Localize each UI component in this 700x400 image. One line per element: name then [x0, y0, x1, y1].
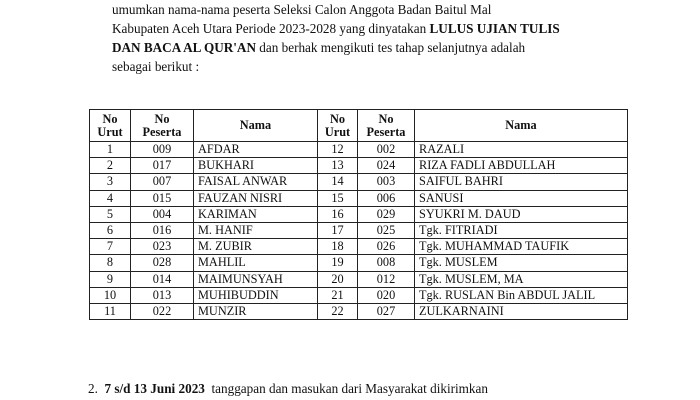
- table-cell-ps2: 006: [358, 190, 415, 206]
- table-cell-ps2: 029: [358, 206, 415, 222]
- table-cell-no1: 11: [90, 303, 131, 319]
- table-cell-ps2: 020: [358, 287, 415, 303]
- intro-line-3: [112, 38, 642, 57]
- table-cell-nm2: Tgk. RUSLAN Bin ABDUL JALIL: [415, 287, 628, 303]
- header-no-peserta-right: No Peserta: [358, 110, 415, 142]
- table-cell-ps2: 024: [358, 158, 415, 174]
- table-cell-nm2: Tgk. FITRIADI: [415, 222, 628, 238]
- table-cell-ps1: 009: [131, 142, 194, 158]
- table-cell-no1: 8: [90, 255, 131, 271]
- table-cell-ps1: 022: [131, 303, 194, 319]
- table-cell-nm2: SYUKRI M. DAUD: [415, 206, 628, 222]
- table-cell-ps1: 017: [131, 158, 194, 174]
- table-cell-ps1: 015: [131, 190, 194, 206]
- table-cell-ps2: 003: [358, 174, 415, 190]
- table-cell-nm2: SAIFUL BAHRI: [415, 174, 628, 190]
- table-cell-no2: 21: [318, 287, 358, 303]
- table-cell-no1: 5: [90, 206, 131, 222]
- table-cell-ps2: 008: [358, 255, 415, 271]
- table-cell-nm1: MUNZIR: [194, 303, 318, 319]
- intro-paragraph: [112, 0, 642, 76]
- table-row: [90, 239, 628, 255]
- table-cell-nm2: RIZA FADLI ABDULLAH: [415, 158, 628, 174]
- table-row: [90, 142, 628, 158]
- table-cell-ps1: 016: [131, 222, 194, 238]
- table-cell-no1: 9: [90, 271, 131, 287]
- table-cell-nm2: Tgk. MUSLEM: [415, 255, 628, 271]
- table-cell-nm2: ZULKARNAINI: [415, 303, 628, 319]
- table-row: [90, 174, 628, 190]
- footer-date: 7 s/d 13 Juni 2023: [104, 381, 205, 396]
- participants-table: [89, 109, 628, 320]
- intro-line-1: umumkan nama-nama peserta Seleksi Calon Anggota Badan Baitul Mal: [112, 2, 492, 17]
- table-cell-nm1: MUHIBUDDIN: [194, 287, 318, 303]
- table-cell-nm1: AFDAR: [194, 142, 318, 158]
- table-cell-nm2: RAZALI: [415, 142, 628, 158]
- table-row: [90, 158, 628, 174]
- table-cell-nm1: MAHLIL: [194, 255, 318, 271]
- table-cell-no2: 19: [318, 255, 358, 271]
- table-cell-ps1: 013: [131, 287, 194, 303]
- table-row: [90, 287, 628, 303]
- table-cell-ps1: 014: [131, 271, 194, 287]
- table-cell-no2: 15: [318, 190, 358, 206]
- table-cell-no1: 1: [90, 142, 131, 158]
- header-nama-right: Nama: [415, 110, 628, 142]
- intro-line-2-bold: LULUS UJIAN TULIS: [429, 21, 560, 36]
- table-cell-nm1: KARIMAN: [194, 206, 318, 222]
- header-no-urut-right: No Urut: [318, 110, 358, 142]
- table-row: [90, 206, 628, 222]
- table-cell-no2: 18: [318, 239, 358, 255]
- table-cell-no1: 7: [90, 239, 131, 255]
- table-cell-nm1: M. HANIF: [194, 222, 318, 238]
- table-cell-nm2: Tgk. MUSLEM, MA: [415, 271, 628, 287]
- table-cell-ps1: 028: [131, 255, 194, 271]
- table-body: [90, 142, 628, 320]
- table-row: [90, 190, 628, 206]
- table-header-row: [90, 110, 628, 142]
- header-no-urut-left: No Urut: [90, 110, 131, 142]
- table-cell-ps2: 012: [358, 271, 415, 287]
- table-cell-no2: 14: [318, 174, 358, 190]
- table-cell-no2: 17: [318, 222, 358, 238]
- table-row: [90, 222, 628, 238]
- intro-line-2-text: Kabupaten Aceh Utara Periode 2023-2028 yang dinyatakan: [112, 21, 430, 36]
- table-cell-nm1: M. ZUBIR: [194, 239, 318, 255]
- intro-line-3-bold: DAN BACA AL QUR'AN: [112, 40, 256, 55]
- table-cell-ps2: 025: [358, 222, 415, 238]
- table-cell-ps1: 004: [131, 206, 194, 222]
- table-row: [90, 303, 628, 319]
- table-cell-nm1: BUKHARI: [194, 158, 318, 174]
- table-cell-nm1: MAIMUNSYAH: [194, 271, 318, 287]
- table-cell-nm2: SANUSI: [415, 190, 628, 206]
- header-no-peserta-left: No Peserta: [131, 110, 194, 142]
- header-nama-left: Nama: [194, 110, 318, 142]
- footer-line: [88, 381, 488, 397]
- table-cell-no1: 6: [90, 222, 131, 238]
- table-cell-ps2: 026: [358, 239, 415, 255]
- table-row: [90, 255, 628, 271]
- table-cell-ps1: 023: [131, 239, 194, 255]
- table-cell-no2: 13: [318, 158, 358, 174]
- table-cell-no2: 22: [318, 303, 358, 319]
- intro-line-2: [112, 19, 642, 38]
- footer-number: 2.: [88, 381, 98, 396]
- table-cell-ps2: 027: [358, 303, 415, 319]
- table-cell-no1: 2: [90, 158, 131, 174]
- table-cell-no1: 4: [90, 190, 131, 206]
- table-row: [90, 271, 628, 287]
- footer-text: tanggapan dan masukan dari Masyarakat dikirimkan: [211, 381, 488, 396]
- table-cell-nm1: FAISAL ANWAR: [194, 174, 318, 190]
- intro-line-3-text: dan berhak mengikuti tes tahap selanjutnya adalah: [255, 40, 526, 55]
- table-cell-no1: 3: [90, 174, 131, 190]
- intro-line-4: sebagai berikut :: [112, 59, 200, 74]
- table-cell-nm2: Tgk. MUHAMMAD TAUFIK: [415, 239, 628, 255]
- table-cell-no2: 20: [318, 271, 358, 287]
- table-cell-no1: 10: [90, 287, 131, 303]
- table-cell-no2: 12: [318, 142, 358, 158]
- table-cell-no2: 16: [318, 206, 358, 222]
- table-cell-ps2: 002: [358, 142, 415, 158]
- table-cell-nm1: FAUZAN NISRI: [194, 190, 318, 206]
- table-cell-ps1: 007: [131, 174, 194, 190]
